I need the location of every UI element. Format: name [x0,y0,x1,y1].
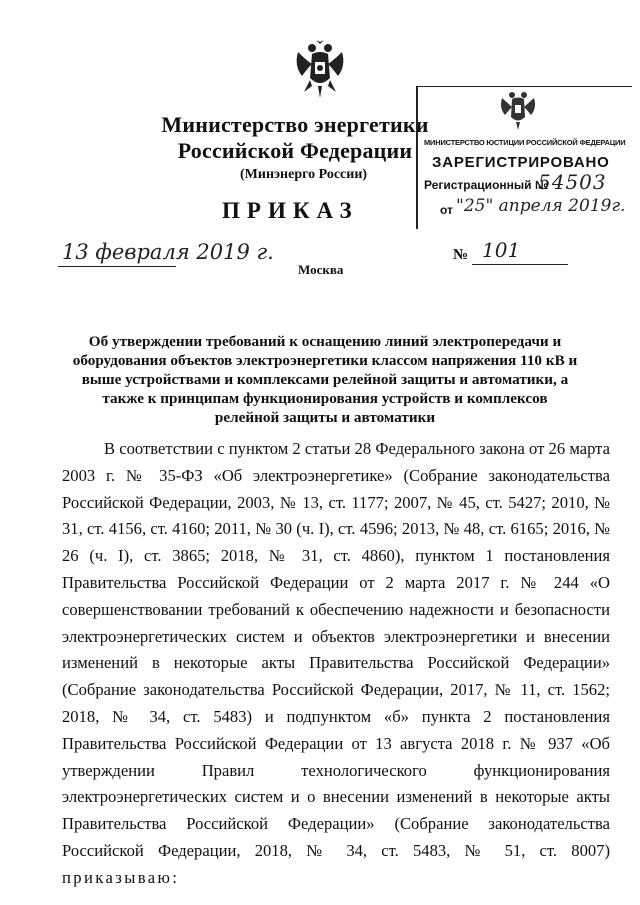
document-heading: Об утверждении требований к оснащению линий электропередачи и оборудования объектов электроэнергетики классом напряжения 110 кВ и выше устройствами и комплексами релейной защиты и автоматики, а также к принципам функционирования устройств и комплексов релейной защиты и автоматики [72,333,578,426]
stamp-registered: ЗАРЕГИСТРИРОВАНО [432,154,610,171]
city: Москва [298,262,344,277]
stamp-emblem-icon [498,88,538,132]
order-date: 13 февраля 2019 г. [62,240,274,264]
number-underline [472,264,568,265]
order-title: ПРИКАЗ [222,198,359,223]
coat-of-arms-icon [292,38,348,100]
ministry-name-line2: Российской Федерации [177,138,413,163]
stamp-from-label: от [440,203,453,217]
stamp-reg-label: Регистрационный № [424,178,549,192]
ministry-name-line1: Министерство энергетики [161,112,429,137]
order-number-sign: № [453,247,469,263]
date-underline [58,266,176,267]
order-number: 101 [482,238,521,262]
stamp-reg-number: 54503 [538,170,607,194]
document-body [62,436,610,892]
stamp-reg-date: "25" апреля 2019г. [456,196,626,216]
ministry-short-name: (Минэнерго России) [240,167,368,182]
ministry-name [150,112,440,164]
body-paragraph: В соответствии с пунктом 2 статьи 28 Федерального закона от 26 марта 2003 г. № 35-ФЗ «Об электроэнергетике» (Собрание законодательства Российской Федерации, 2003, № 13, ст. 1177; 2007, № 45, ст. 5427; 2010, № 31, ст. 4156, ст. 4160; 2011, № 30 (ч. I), ст. 4596; 2013, № 48, ст. 6165; 2016, № 26 (ч. I), ст. 3865; 2018, № 31, ст. 4860), пунктом 1 постановления Правительства Российской Федерации от 2 марта 2017 г. № 244 «О совершенствовании требований к обеспечению надежности и безопасности электроэнергетических систем и объектов электроэнергетики и внесении изменений в некоторые акты Правительства Российской Федерации» (Собрание законодательства Российской Федерации, 2017, № 11, ст. 1562; 2018, № 34, ст. 5483) и подпунктом «б» пункта 2 постановления Правительства Российской Федерации от 13 августа 2018 г. № 937 «Об утверждении Правил технологического функционирования электроэнергетических систем и о внесении изменений в некоторые акты Правительства Российской Федерации» (Собрание законодательства Российской Федерации, 2018, № 34, ст. 5483, № 51, ст. 8007) [62,439,610,860]
stamp-department: МИНИСТЕРСТВО ЮСТИЦИИ РОССИЙСКОЙ ФЕДЕРАЦИИ [424,138,626,147]
order-word: приказываю: [62,867,180,887]
